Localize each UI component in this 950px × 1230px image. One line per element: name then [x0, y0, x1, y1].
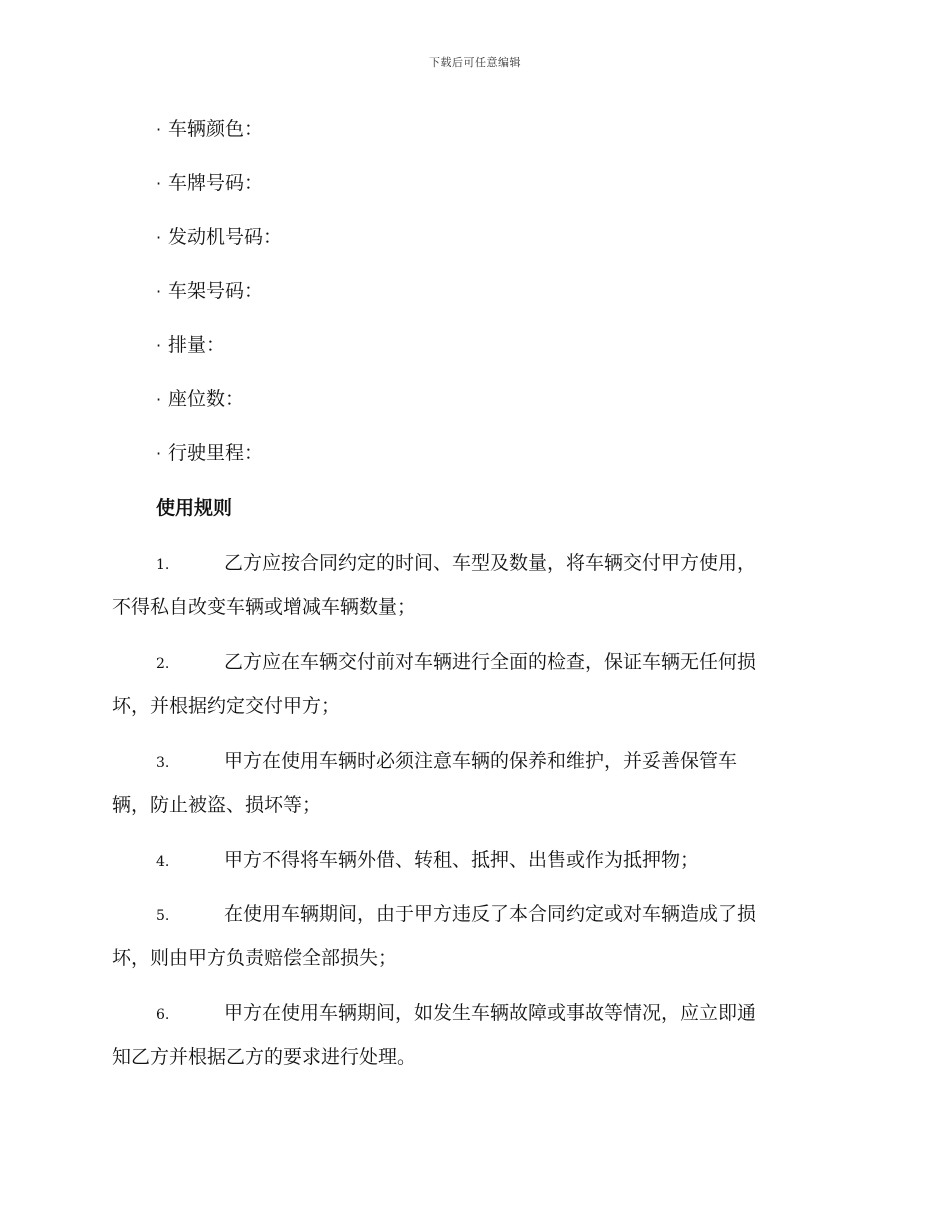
rule-text: 乙方应按合同约定的时间、车型及数量，将车辆交付甲方使用，	[224, 552, 757, 574]
vehicle-field-mileage	[156, 440, 282, 494]
field-label: 发动机号码：	[168, 226, 283, 248]
rule-item	[112, 548, 832, 647]
rule-first-line	[112, 746, 737, 778]
vehicle-field-list	[156, 116, 282, 494]
bullet-icon: ·	[156, 390, 162, 409]
bullet-icon: ·	[156, 444, 162, 463]
field-label: 车架号码：	[168, 280, 264, 302]
rule-continuation: 坏，则由甲方负责赔偿全部损失；	[112, 947, 398, 969]
rule-continuation: 辆，防止被盗、损坏等；	[112, 794, 322, 816]
bullet-icon: ·	[156, 120, 162, 139]
rule-number: 1.	[156, 557, 170, 573]
rule-text: 甲方在使用车辆时必须注意车辆的保养和维护，并妥善保管车	[224, 750, 738, 772]
rule-text: 甲方不得将车辆外借、转租、抵押、出售或作为抵押物；	[224, 849, 700, 871]
section-title: 使用规则	[156, 497, 233, 519]
rule-continuation: 坏，并根据约定交付甲方；	[112, 695, 341, 717]
rule-number: 3.	[156, 755, 170, 771]
rule-first-line	[112, 647, 756, 679]
rules-list	[112, 548, 832, 1097]
vehicle-field-engine	[156, 224, 282, 278]
rule-text: 在使用车辆期间，由于甲方违反了本合同约定或对车辆造成了损	[224, 903, 757, 925]
rule-number: 6.	[156, 1007, 170, 1023]
rule-item	[112, 845, 832, 899]
bullet-icon: ·	[156, 282, 162, 301]
vehicle-field-displacement	[156, 332, 282, 386]
page-header: 下载后可任意编辑	[429, 56, 521, 69]
rule-first-line	[112, 548, 756, 580]
rule-number: 4.	[156, 854, 170, 870]
rule-item	[112, 647, 832, 746]
field-label: 排量：	[168, 334, 226, 356]
vehicle-field-color	[156, 116, 282, 170]
rule-first-line	[112, 845, 699, 877]
rule-text: 乙方应在车辆交付前对车辆进行全面的检查，保证车辆无任何损	[224, 651, 757, 673]
vehicle-field-plate	[156, 170, 282, 224]
rule-number: 2.	[156, 656, 170, 672]
field-label: 车辆颜色：	[168, 118, 264, 140]
vehicle-field-seats	[156, 386, 282, 440]
rule-item	[112, 998, 832, 1097]
rule-number: 5.	[156, 908, 170, 924]
rule-item	[112, 746, 832, 845]
field-label: 座位数：	[168, 388, 245, 410]
bullet-icon: ·	[156, 228, 162, 247]
bullet-icon: ·	[156, 336, 162, 355]
rule-continuation: 不得私自改变车辆或增减车辆数量；	[112, 596, 417, 618]
rule-continuation: 知乙方并根据乙方的要求进行处理。	[112, 1046, 417, 1068]
rule-first-line	[112, 899, 756, 931]
rule-item	[112, 899, 832, 998]
bullet-icon: ·	[156, 174, 162, 193]
field-label: 车牌号码：	[168, 172, 264, 194]
rule-text: 甲方在使用车辆期间，如发生车辆故障或事故等情况，应立即通	[224, 1002, 757, 1024]
field-label: 行驶里程：	[168, 442, 264, 464]
vehicle-field-frame	[156, 278, 282, 332]
rule-first-line	[112, 998, 756, 1030]
